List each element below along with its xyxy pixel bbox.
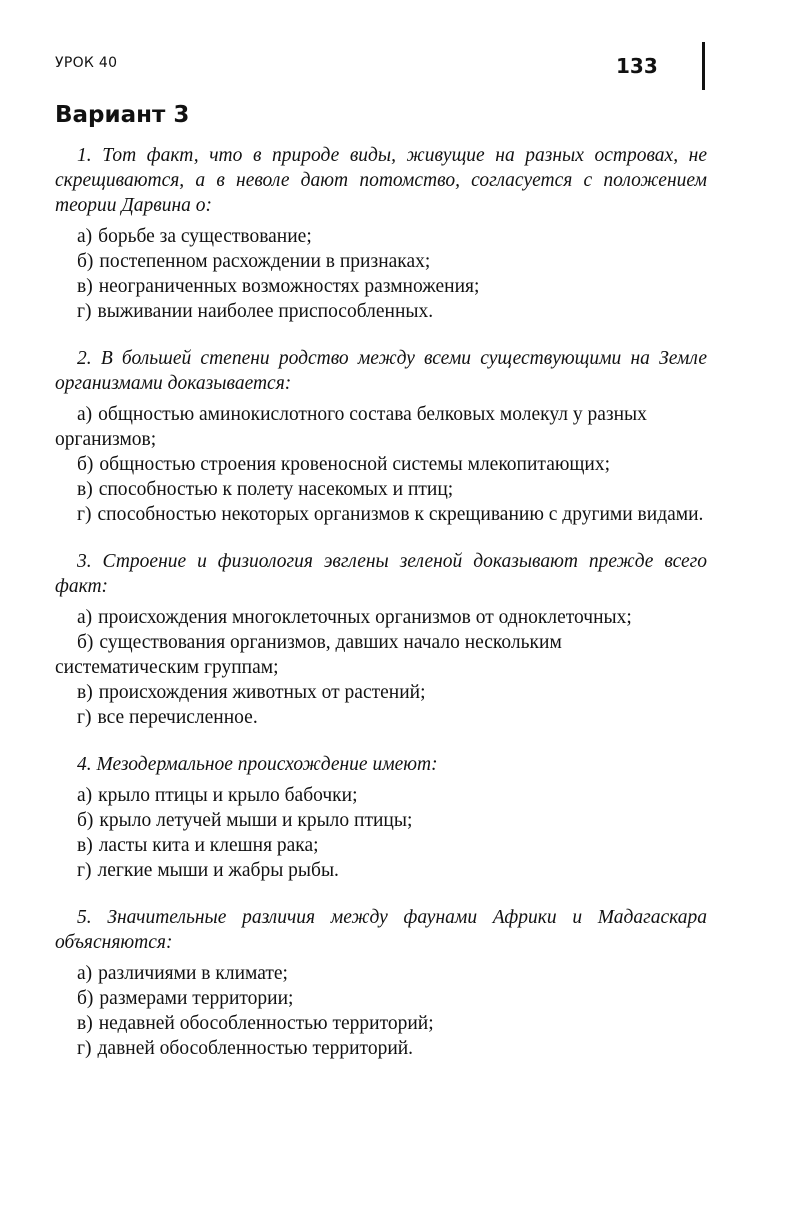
option-text: недавней обособленностью территорий; [98,1013,434,1034]
answer-option [55,402,707,452]
option-letter: а) [77,226,93,247]
option-letter: б) [77,810,94,831]
answer-option [77,680,707,705]
question-list [55,143,707,1083]
option-letter: в) [77,1013,93,1034]
question-1 [55,143,707,324]
answer-option [77,961,707,986]
option-letter: б) [77,454,94,475]
variant-title: Вариант 3 [55,102,190,128]
question-text: 5. Значительные различия между фаунами Африки и Мадагаскара объясняются: [55,907,707,953]
option-text: ласты кита и клешня рака; [98,835,319,856]
answer-option [55,502,707,527]
option-text: давней обособленностью территорий. [97,1038,414,1059]
answer-option [77,1011,707,1036]
answer-option [77,783,707,808]
option-letter: в) [77,835,93,856]
answer-option [77,249,707,274]
answer-option [77,705,707,730]
option-letter: б) [77,632,94,653]
option-letter: г) [77,860,92,881]
option-text: способностью к полету насекомых и птиц; [98,479,454,500]
option-text: происхождения многоклеточных организмов от одноклеточных; [98,607,632,628]
answer-option [77,986,707,1011]
question-3 [55,549,707,730]
option-text: неограниченных возможностях размножения; [98,276,480,297]
option-letter: а) [77,404,93,425]
option-text: способностью некоторых организмов к скрещиванию с другими видами. [97,504,704,525]
option-letter: в) [77,479,93,500]
option-text: выживании наиболее приспособленных. [97,301,434,322]
answer-option [77,477,707,502]
answer-option [77,1036,707,1061]
question-2 [55,346,707,527]
answer-option [77,452,707,477]
option-letter: а) [77,785,93,806]
option-text: крыло летучей мыши и крыло птицы; [99,810,413,831]
option-letter: г) [77,707,92,728]
option-text: все перечисленное. [97,707,258,728]
question-4 [55,752,707,883]
option-text: различиями в климате; [98,963,288,984]
option-letter: в) [77,276,93,297]
option-text: существования организмов, давших начало нескольким систематическим группам; [55,632,562,678]
option-letter: г) [77,1038,92,1059]
option-text: легкие мыши и жабры рыбы. [97,860,339,881]
option-letter: а) [77,607,93,628]
running-head: УРОК 40 [55,55,118,71]
option-letter: а) [77,963,93,984]
question-5 [55,905,707,1061]
answer-option [77,833,707,858]
answer-option [77,858,707,883]
option-letter: г) [77,301,92,322]
question-text: 1. Тот факт, что в природе виды, живущие на разных островах, не скрещиваются, а в неволе дают потомство, согласуется с положением теории Дарвина о: [55,145,707,216]
question-text: 2. В большей степени родство между всеми существующими на Земле организмами доказывается: [55,348,707,394]
option-text: общностью строения кровеносной системы млекопитающих; [99,454,611,475]
option-text: борьбе за существование; [98,226,312,247]
answer-option [77,299,707,324]
option-text: общностью аминокислотного состава белковых молекул у разных организмов; [55,404,647,450]
question-text: 4. Мезодермальное происхождение имеют: [77,754,438,775]
answer-option [77,808,707,833]
answer-option [55,605,707,630]
header-rule [702,42,705,90]
answer-option [55,630,707,680]
question-text: 3. Строение и физиология эвглены зеленой доказывают прежде всего факт: [55,551,707,597]
option-text: постепенном расхождении в признаках; [99,251,431,272]
option-text: происхождения животных от растений; [98,682,426,703]
answer-option [77,274,707,299]
option-letter: б) [77,251,94,272]
option-text: крыло птицы и крыло бабочки; [98,785,358,806]
option-letter: б) [77,988,94,1009]
option-letter: в) [77,682,93,703]
answer-option [77,224,707,249]
page-number: 133 [616,54,658,78]
option-letter: г) [77,504,92,525]
option-text: размерами территории; [99,988,294,1009]
